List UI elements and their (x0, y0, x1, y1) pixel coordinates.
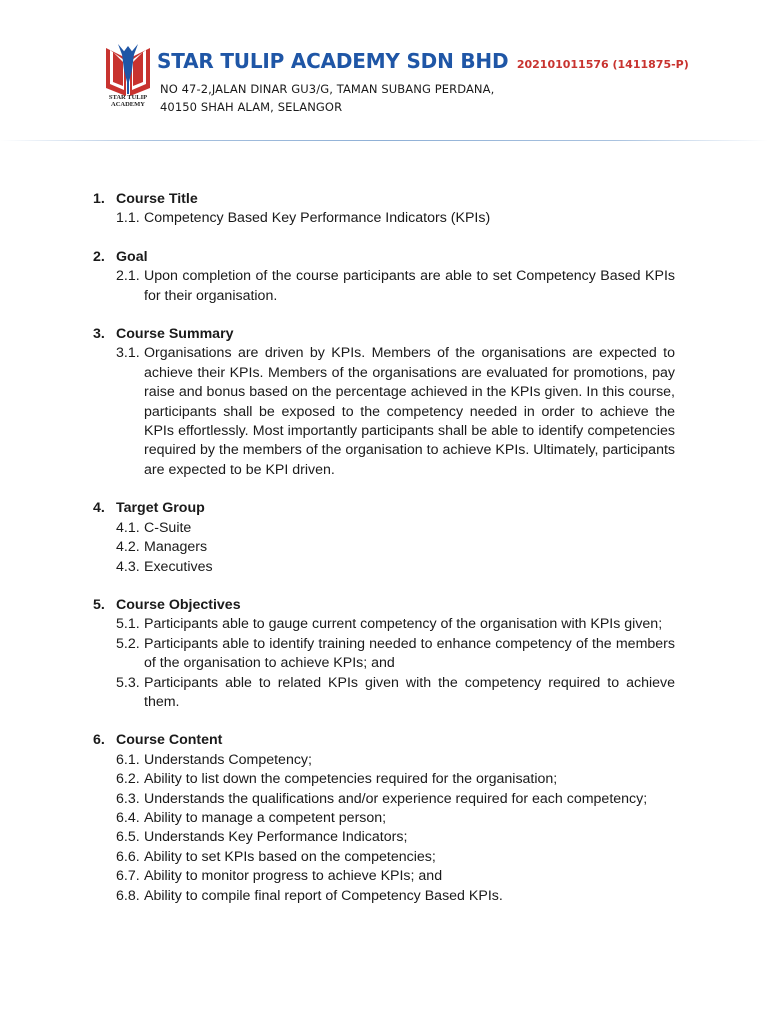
list-item (93, 209, 675, 228)
list-item-text: Participants able to identify training needed to enhance competency of the members of the organisation to achieve KPIs; and (144, 635, 675, 672)
list-item-text: Participants able to related KPIs given with the competency required to achieve them. (144, 674, 675, 710)
list-item (93, 848, 675, 867)
list-item-number: 2.1. (116, 268, 140, 285)
section-title: Course Summary (116, 326, 234, 343)
section-heading (93, 596, 675, 615)
logo-wordmark (98, 94, 158, 108)
section (93, 325, 675, 480)
list-item-number: 6.7. (116, 868, 140, 885)
list-item (93, 344, 675, 480)
list-item (93, 887, 675, 906)
section-number: 3. (93, 326, 105, 343)
list-item-number: 6.8. (116, 887, 140, 904)
list-item-text: Ability to set KPIs based on the competencies; (144, 848, 436, 865)
list-item-number: 4.2. (116, 539, 140, 556)
address-line-1: NO 47-2,JALAN DINAR GU3/G, TAMAN SUBANG PERDANA, (160, 82, 495, 96)
section-heading (93, 248, 675, 267)
section-number: 5. (93, 596, 105, 613)
list-item (93, 770, 675, 789)
course-outline (93, 190, 675, 925)
list-item-text: Executives (144, 558, 213, 575)
section-number: 1. (93, 191, 105, 207)
list-item-number: 4.1. (116, 519, 140, 536)
section (93, 499, 675, 577)
section (93, 731, 675, 906)
list-item-text: Ability to monitor progress to achieve KPIs; and (144, 868, 443, 885)
header-divider (0, 140, 768, 141)
list-item-text: Competency Based Key Performance Indicators (KPIs) (144, 210, 491, 227)
section-number: 6. (93, 732, 105, 749)
list-item-number: 5.1. (116, 616, 140, 633)
section-number: 4. (93, 500, 105, 517)
logo-wordmark-line2: ACADEMY (111, 101, 145, 108)
list-item (93, 674, 675, 713)
list-item-text: Understands Key Performance Indicators; (144, 829, 408, 846)
list-item-number: 6.2. (116, 771, 140, 788)
section-title: Course Content (116, 732, 223, 749)
section-title: Course Title (116, 191, 198, 207)
list-item-number: 6.4. (116, 809, 140, 826)
company-heading (157, 49, 689, 73)
list-item (93, 867, 675, 886)
list-item (93, 751, 675, 770)
list-item-number: 5.3. (116, 674, 140, 691)
company-name: STAR TULIP ACADEMY SDN BHD (157, 49, 509, 73)
list-item-text: Ability to compile final report of Competency Based KPIs. (144, 887, 503, 904)
letterhead (0, 0, 768, 150)
list-item-text: C-Suite (144, 519, 192, 536)
list-item-number: 6.6. (116, 848, 140, 865)
list-item (93, 538, 675, 557)
list-item-text: Understands Competency; (144, 751, 312, 768)
list-item (93, 558, 675, 577)
list-item-number: 1.1. (116, 210, 140, 227)
list-item-number: 6.1. (116, 751, 140, 768)
list-item-number: 3.1. (116, 345, 140, 362)
list-item-number: 6.5. (116, 829, 140, 846)
section-title: Course Objectives (116, 596, 241, 613)
list-item-text: Organisations are driven by KPIs. Members of the organisations are expected to achieve their KPIs. Members of the organisations are evaluated for promotions, pay raise and bonus based on the percentage achieved in the KPIs given. In this course, participants shall be exposed to the competency needed in order to achieve the KPIs effortlessly. Most importantly participants shall be able to identify competencies required by the members of the organisation to achieve KPIs. Ultimately, participants are expected to be KPI driven. (144, 345, 675, 478)
list-item-text: Understands the qualifications and/or experience required for each competency; (144, 790, 648, 807)
section-heading (93, 731, 675, 750)
list-item-number: 5.2. (116, 635, 140, 652)
list-item-text: Managers (144, 539, 208, 556)
section-heading (93, 325, 675, 344)
address-line-2: 40150 SHAH ALAM, SELANGOR (160, 100, 343, 114)
section-heading (93, 190, 675, 209)
list-item (93, 809, 675, 828)
company-address (160, 80, 494, 116)
list-item-number: 4.3. (116, 558, 140, 575)
list-item-text: Ability to manage a competent person; (144, 809, 387, 826)
list-item (93, 267, 675, 306)
list-item (93, 635, 675, 674)
company-registration-number: 202101011576 (1411875-P) (516, 58, 689, 71)
list-item-text: Ability to list down the competencies required for the organisation; (144, 771, 558, 788)
list-item-text: Upon completion of the course participants are able to set Competency Based KPIs for their organisation. (144, 268, 675, 304)
section-number: 2. (93, 248, 105, 265)
list-item (93, 790, 675, 809)
list-item-text: Participants able to gauge current competency of the organisation with KPIs given; (144, 616, 663, 633)
section (93, 248, 675, 306)
section-title: Target Group (116, 500, 205, 517)
list-item-number: 6.3. (116, 790, 140, 807)
section (93, 190, 675, 229)
list-item (93, 828, 675, 847)
section (93, 596, 675, 712)
logo-wordmark-line1: STAR TULIP (108, 94, 148, 101)
section-title: Goal (116, 248, 148, 265)
section-heading (93, 499, 675, 518)
list-item (93, 519, 675, 538)
list-item (93, 615, 675, 634)
